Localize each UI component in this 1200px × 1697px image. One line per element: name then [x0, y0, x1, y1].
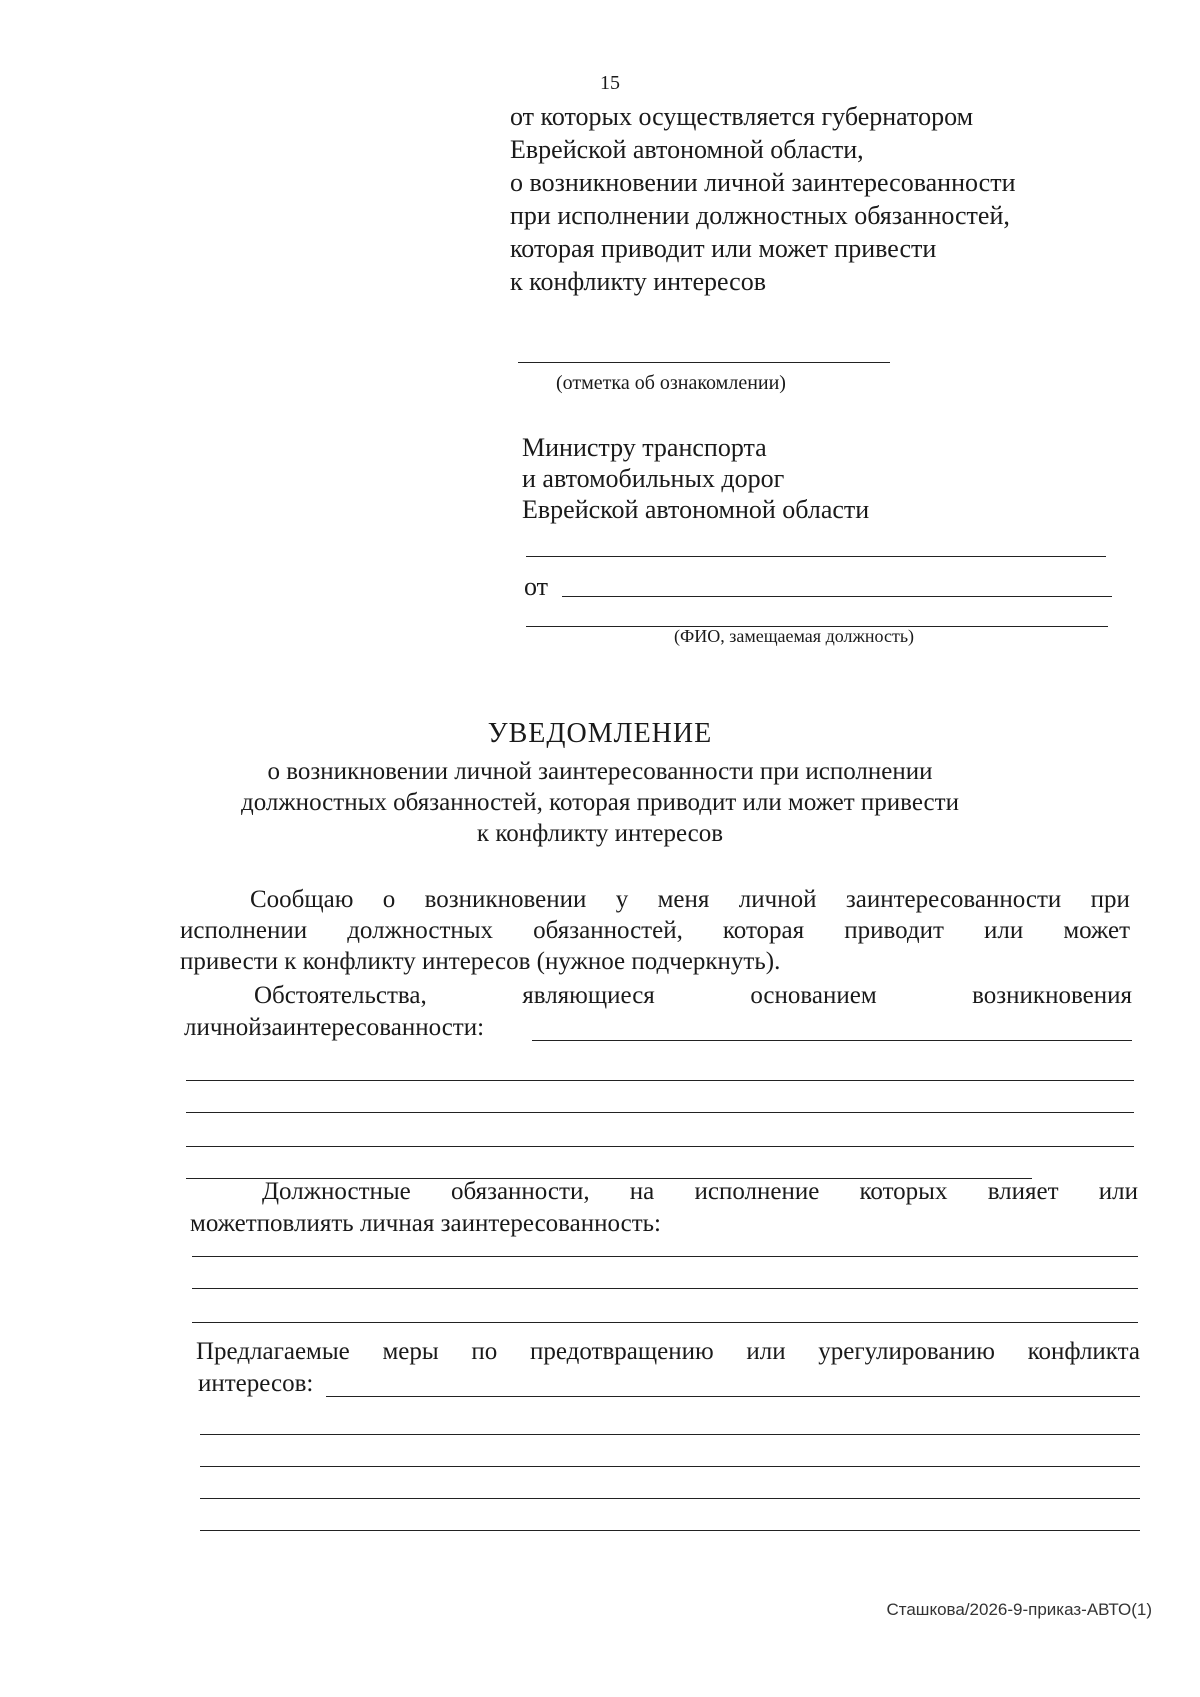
word: должностных — [347, 917, 494, 944]
word: обязанностей, — [533, 917, 683, 944]
measures-field-line[interactable] — [200, 1434, 1140, 1435]
word: при — [1090, 886, 1130, 913]
word: которая — [722, 917, 805, 944]
paragraph-line — [180, 915, 1130, 946]
paragraph-line — [262, 1176, 1138, 1207]
header-line: при исполнении должностных обязанностей, — [510, 201, 1010, 230]
measures-field-line[interactable] — [200, 1498, 1140, 1499]
addressee-line: Еврейской автономной области — [522, 495, 870, 524]
form-header-block — [510, 100, 1110, 298]
word: влияет — [987, 1178, 1059, 1205]
circumstances-field-line[interactable] — [186, 1112, 1134, 1113]
word: меры — [382, 1338, 439, 1365]
paragraph-notification-cont — [180, 915, 1130, 977]
addressee-blank-line[interactable] — [526, 556, 1106, 557]
word: Должностные — [262, 1178, 411, 1205]
paragraph-line — [250, 884, 1130, 915]
word: меня — [657, 886, 710, 913]
word: основанием — [750, 982, 877, 1009]
from-label: от — [524, 572, 549, 601]
word: предотвращению — [530, 1338, 714, 1365]
addressee-line: Министру транспорта — [522, 433, 767, 462]
paragraph-line: привести к конфликту интересов (нужное подчеркнуть). — [180, 948, 781, 975]
addressee-line: и автомобильных дорог — [522, 464, 785, 493]
circumstances-field-line[interactable] — [186, 1146, 1134, 1147]
word: конфликта — [1027, 1338, 1140, 1365]
word: приводит — [844, 917, 944, 944]
paragraph-notification — [250, 884, 1130, 915]
acknowledgment-caption: (отметка об ознакомлении) — [556, 372, 786, 394]
measures-field-line[interactable] — [200, 1466, 1140, 1467]
word: личной — [738, 886, 817, 913]
word: заинтересованности — [845, 886, 1062, 913]
word: Сообщаю — [250, 886, 354, 913]
measures-field-line[interactable] — [200, 1530, 1140, 1531]
measures-field-line[interactable] — [326, 1396, 1140, 1397]
header-line: о возникновении личной заинтересованности — [510, 168, 1016, 197]
word: у — [615, 886, 629, 913]
paragraph-measures — [196, 1336, 1140, 1367]
word: исполнении — [180, 917, 308, 944]
paragraph-line — [254, 980, 1132, 1011]
paragraph-duties — [262, 1176, 1138, 1207]
duties-field-line[interactable] — [192, 1322, 1138, 1323]
word: обязанности, — [450, 1178, 590, 1205]
duties-label: можетповлиять личная заинтересованность: — [190, 1210, 661, 1237]
word: или — [1098, 1178, 1138, 1205]
word: Предлагаемые — [196, 1338, 350, 1365]
word: которых — [859, 1178, 948, 1205]
word: на — [629, 1178, 655, 1205]
circumstances-field-line[interactable] — [532, 1040, 1132, 1041]
word: исполнение — [694, 1178, 820, 1205]
word: Обстоятельства, — [254, 982, 427, 1009]
page-number: 15 — [600, 72, 620, 94]
document-title: УВЕДОМЛЕНИЕ — [487, 718, 713, 749]
circumstances-label: личнойзаинтересованности: — [184, 1014, 485, 1041]
paragraph-line — [196, 1336, 1140, 1367]
header-line: к конфликту интересов — [510, 267, 766, 296]
word: урегулированию — [818, 1338, 995, 1365]
word: или — [746, 1338, 786, 1365]
from-caption: (ФИО, замещаемая должность) — [674, 626, 915, 646]
header-line: от которых осуществляется губернатором — [510, 102, 974, 131]
document-subtitle — [0, 756, 1200, 849]
subtitle-line: к конфликту интересов — [476, 820, 724, 847]
word: о — [382, 886, 396, 913]
word: возникновения — [972, 982, 1132, 1009]
addressee-block — [522, 432, 869, 525]
acknowledgment-line[interactable] — [518, 362, 890, 363]
duties-field-line[interactable] — [192, 1256, 1138, 1257]
subtitle-line: должностных обязанностей, которая приводит или может привести — [241, 789, 959, 816]
subtitle-line: о возникновении личной заинтересованности при исполнении — [267, 758, 933, 785]
word: возникновении — [424, 886, 587, 913]
word: или — [984, 917, 1024, 944]
footer-document-reference: Сташкова/2026-9-приказ-АВТО(1) — [886, 1600, 1152, 1619]
word: по — [471, 1338, 498, 1365]
header-line: которая приводит или может привести — [510, 234, 937, 263]
circumstances-field-line[interactable] — [186, 1080, 1134, 1081]
header-line: Еврейской автономной области, — [510, 135, 864, 164]
measures-label: интересов: — [198, 1370, 314, 1397]
word: являющиеся — [522, 982, 655, 1009]
word: может — [1063, 917, 1130, 944]
duties-field-line[interactable] — [192, 1288, 1138, 1289]
paragraph-circumstances — [254, 980, 1132, 1011]
from-name-line[interactable] — [562, 596, 1112, 597]
